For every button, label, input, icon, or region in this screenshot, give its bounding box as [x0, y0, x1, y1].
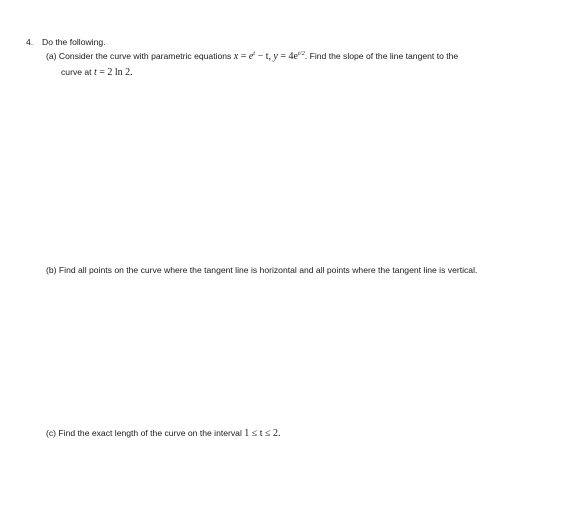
part-a-label: (a) [46, 51, 57, 61]
part-b-label: (b) [46, 265, 57, 275]
part-b [46, 263, 477, 279]
part-a-text-before: Consider the curve with parametric equations [58, 51, 232, 61]
t-value: t = 2 ln 2. [93, 66, 133, 78]
part-c-label: (c) [46, 428, 57, 438]
problem-intro: Do the following. [42, 37, 106, 47]
problem-number: 4. [26, 37, 34, 47]
part-c-interval: 1 ≤ t ≤ 2. [244, 428, 281, 439]
part-a-text-after: . Find the slope of the line tangent to the [304, 51, 459, 61]
part-a-line-1 [46, 49, 458, 65]
part-a-line-2: curve at t = 2 ln 2. [61, 66, 133, 78]
equation-y: $y = 4e^{t/2}$ [273, 50, 305, 62]
part-c [46, 426, 281, 442]
part-a [46, 49, 458, 80]
part-c-text: Find the exact length of the curve on the interval [58, 428, 242, 438]
equation-x: $x = e^t - t$, [233, 50, 272, 62]
part-b-text: Find all points on the curve where the tangent line is horizontal and all points where the tangent line is vertical. [58, 265, 478, 275]
